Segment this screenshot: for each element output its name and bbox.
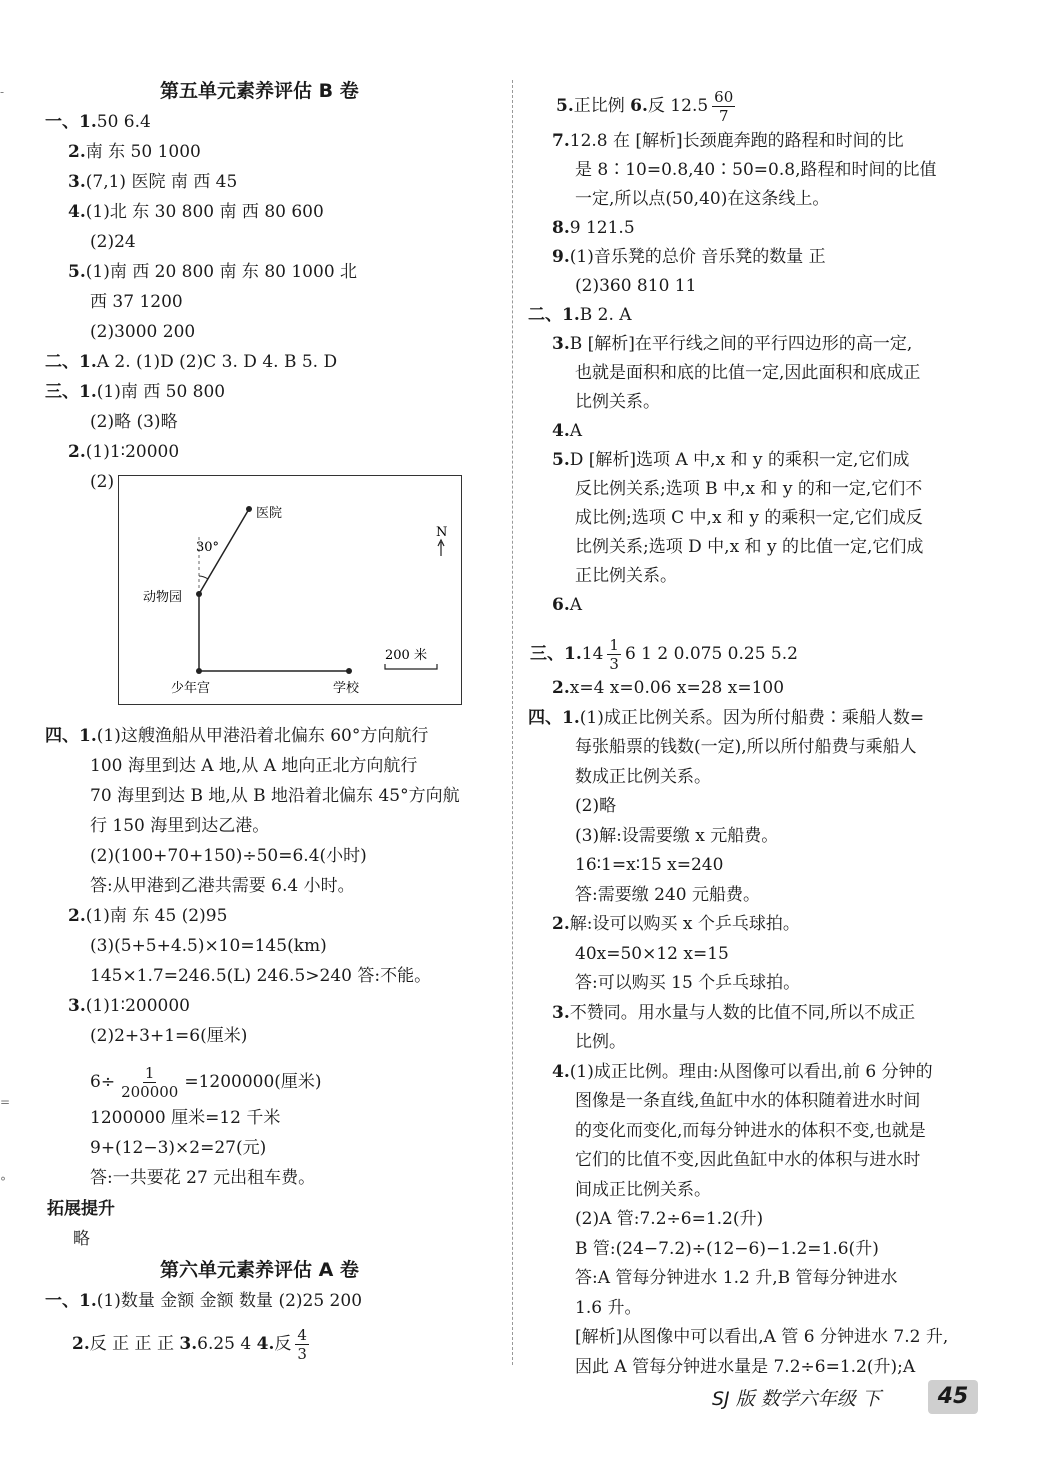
answer-line <box>575 536 923 558</box>
answer-line <box>552 246 826 268</box>
item-label: 4. <box>552 1061 570 1082</box>
answer-line <box>45 1290 362 1312</box>
frac-den: 200000 <box>121 1083 179 1101</box>
footer-text: SJ 版 数学六年级 下 <box>712 1388 881 1410</box>
item-text: 的变化而变化,而每分钟进水的体积不变,也就是 <box>575 1120 926 1141</box>
answer-line <box>575 1238 879 1260</box>
answer-line <box>90 231 136 253</box>
item-text: 成比例;选项 C 中,x 和 y 的乘积一定,它们成反 <box>575 508 923 528</box>
answer-line <box>90 411 178 433</box>
answer-line <box>575 1297 641 1319</box>
answer-line <box>528 304 632 326</box>
answer-line <box>90 1137 266 1159</box>
answer-line <box>90 291 183 313</box>
item-label: 7. <box>552 131 570 151</box>
item-text: D [解析]选项 A 中,x 和 y 的乘积一定,它们成 <box>569 450 910 470</box>
item-text: (2)360 810 11 <box>575 276 697 296</box>
answer-line <box>90 755 417 777</box>
page-number: 45 <box>928 1380 978 1414</box>
item-label: 2. <box>72 1334 90 1354</box>
item-text: 答:可以购买 15 个乒乓球拍。 <box>575 973 801 993</box>
extension-text: 略 <box>73 1229 90 1249</box>
fraction <box>119 1064 180 1101</box>
item-text: 正比例 <box>573 96 631 116</box>
answer-line <box>90 815 269 837</box>
item-text: 是 8∶10=0.8,40∶50=0.8,路程和时间的比值 <box>575 160 937 180</box>
frac-den: 3 <box>609 655 619 673</box>
answer-line <box>552 420 582 442</box>
answer-line <box>68 171 237 193</box>
item-text: 图像是一条直线,鱼缸中水的体积随着进水时间 <box>575 1091 921 1111</box>
item-text: 14 <box>581 644 604 664</box>
item-text: 数成正比例关系。 <box>575 766 711 787</box>
item-text: (1)音乐凳的总价 音乐凳的数量 正 <box>569 247 826 267</box>
item-label: 2. <box>68 442 86 462</box>
item-text: 每张船票的钱数(一定),所以所付船费与乘船人 <box>575 737 917 757</box>
answer-line <box>575 1326 948 1348</box>
answer-line <box>528 707 924 729</box>
answer-line <box>575 1120 926 1142</box>
angle-label: 30° <box>196 540 220 555</box>
item-label: 二、1. <box>45 352 97 372</box>
answer-line <box>68 261 357 283</box>
answer-line <box>575 1208 763 1230</box>
item-text: (1)南 西 20 800 南 东 80 1000 北 <box>85 262 358 282</box>
answer-line <box>552 594 582 616</box>
item-label: 8. <box>552 218 570 238</box>
answer-line <box>575 1149 920 1171</box>
item-text: (2)略 (3)略 <box>90 412 178 432</box>
item-text: 反 <box>274 1334 292 1354</box>
item-text: (1)这艘渔船从甲港沿着北偏东 60°方向航行 <box>96 726 429 746</box>
answer-line <box>90 965 431 987</box>
answer-line <box>68 441 179 463</box>
item-label: 一、1. <box>45 112 97 132</box>
answer-line <box>90 785 460 807</box>
frac-den: 7 <box>718 107 729 125</box>
item-text: (1)数量 金额 金额 数量 (2)25 200 <box>96 1291 363 1311</box>
answer-line <box>530 636 798 673</box>
item-text: 南 东 50 1000 <box>85 142 201 162</box>
answer-line <box>552 217 635 239</box>
school-point <box>346 668 352 674</box>
answer-line <box>552 1002 915 1024</box>
item-text: 1200000 厘米=12 千米 <box>90 1108 281 1128</box>
item-label: 3. <box>68 996 86 1016</box>
answer-line <box>575 943 729 965</box>
item-label: 6. <box>552 595 570 615</box>
item-text: 也就是面积和底的比值一定,因此面积和底成正 <box>575 363 921 383</box>
item-label: 三、1. <box>45 382 97 402</box>
answer-line <box>552 677 784 699</box>
answer-line <box>575 766 711 788</box>
answer-line <box>552 913 800 935</box>
item-text: 答:从甲港到乙港共需要 6.4 小时。 <box>90 876 355 896</box>
answer-line <box>90 845 367 867</box>
answer-line <box>575 507 923 529</box>
frac-num: 1 <box>144 1064 155 1082</box>
item-text: (1)南 西 50 800 <box>96 382 226 402</box>
item-label: 3. <box>68 172 86 192</box>
answer-line <box>90 471 114 493</box>
answer-line <box>575 362 920 384</box>
item-text: (1)成正比例。理由:从图像可以看出,前 6 分钟的 <box>569 1061 933 1082</box>
item-text: B 2. A <box>579 305 632 325</box>
answer-line <box>552 333 912 355</box>
answer-line <box>90 875 355 897</box>
item-text: 正比例关系。 <box>575 566 677 586</box>
answer-line <box>575 825 778 847</box>
item-text: 145×1.7=246.5(L) 246.5>240 答:不能。 <box>90 966 432 986</box>
item-text: 9+(12−3)×2=27(元) <box>90 1138 267 1158</box>
map-figure <box>118 475 462 705</box>
answer-line <box>575 795 616 817</box>
item-text: (2)略 <box>575 796 617 816</box>
item-text: 比例。 <box>575 1032 626 1052</box>
answer-line <box>68 995 190 1017</box>
item-label: 四、1. <box>528 707 580 728</box>
edge-mark: - <box>0 85 5 99</box>
item-text: 一定,所以点(50,40)在这条线上。 <box>575 189 830 209</box>
frac-num: 4 <box>297 1326 307 1344</box>
item-text: 6 1 2 0.075 0.25 5.2 <box>624 644 798 664</box>
answer-line <box>575 1356 915 1378</box>
answer-line <box>45 351 337 373</box>
item-text: 因此 A 管每分钟进水量是 7.2÷6=1.2(升);A <box>575 1356 916 1377</box>
frac-den: 3 <box>297 1345 307 1363</box>
column-divider <box>512 80 513 1365</box>
answer-line <box>552 130 904 152</box>
answer-line <box>575 478 922 500</box>
item-text: (2) <box>90 472 115 492</box>
answer-line <box>575 972 800 994</box>
answer-line <box>575 854 723 876</box>
fraction <box>607 636 621 673</box>
item-text: 行 150 海里到达乙港。 <box>90 816 270 836</box>
frac-post: =1200000(厘米) <box>184 1072 322 1092</box>
section-title-unit6-a: 第六单元素养评估 A 卷 <box>160 1259 359 1281</box>
item-label: 四、1. <box>45 726 97 746</box>
item-label: 2. <box>552 914 570 934</box>
item-text: (2)(100+70+150)÷50=6.4(小时) <box>90 846 367 866</box>
item-text: (1)成正比例关系。因为所付船费∶乘船人数= <box>579 707 925 728</box>
item-label: 9. <box>552 247 570 267</box>
map-svg <box>119 476 461 704</box>
edge-mark: ° <box>0 1175 6 1189</box>
item-label: 三、1. <box>530 644 582 664</box>
item-text: (2)3000 200 <box>90 322 196 342</box>
item-text: [解析]从图像中可以看出,A 管 6 分钟进水 7.2 升, <box>575 1327 949 1347</box>
item-label: 5. <box>556 96 574 116</box>
frac-num: 1 <box>609 636 619 654</box>
answer-line <box>575 1090 920 1112</box>
answer-line <box>72 1326 313 1363</box>
item-text: 间成正比例关系。 <box>575 1179 711 1200</box>
item-text: 70 海里到达 B 地,从 B 地沿着北偏东 45°方向航 <box>90 786 460 806</box>
answer-line <box>90 935 327 957</box>
answer-line <box>575 565 677 587</box>
item-text: 反 正 正 正 <box>89 1334 180 1354</box>
section-title-unit5-b: 第五单元素养评估 B 卷 <box>160 80 359 102</box>
answer-line <box>90 1107 280 1129</box>
item-text: A <box>569 421 583 441</box>
answer-line <box>45 111 151 133</box>
frac-line <box>90 1064 322 1101</box>
item-text: 答:A 管每分钟进水 1.2 升,B 管每分钟进水 <box>575 1268 898 1288</box>
zoo-point <box>196 591 202 597</box>
item-text: 40x=50×12 x=15 <box>575 943 729 964</box>
item-text: (3)(5+5+4.5)×10=145(km) <box>90 936 327 956</box>
answer-line <box>90 321 195 343</box>
item-text: 6.25 4 <box>197 1334 257 1354</box>
hospital-label: 医院 <box>256 506 283 521</box>
item-label: 5. <box>552 450 570 470</box>
palace-point <box>196 668 202 674</box>
item-label: 4. <box>256 1334 275 1354</box>
scale-label: 200 米 <box>385 648 427 663</box>
item-text: 100 海里到达 A 地,从 A 地向正北方向航行 <box>90 756 418 776</box>
scale-bar <box>385 664 437 669</box>
answer-line <box>575 1031 626 1053</box>
item-text: (3)解:设需要缴 x 元船费。 <box>575 825 779 846</box>
answer-line <box>90 1025 247 1047</box>
answer-line <box>575 736 917 758</box>
item-text: 反比例关系;选项 B 中,x 和 y 的和一定,它们不 <box>575 479 923 499</box>
answer-line <box>90 1167 315 1189</box>
item-label: 一、1. <box>45 1291 97 1311</box>
item-label: 2. <box>552 678 570 698</box>
item-text: (1)北 东 30 800 南 西 80 600 <box>85 202 324 222</box>
item-text: 它们的比值不变,因此鱼缸中水的体积与进水时 <box>575 1150 921 1170</box>
item-text: 西 37 1200 <box>90 292 183 312</box>
item-text: B [解析]在平行线之间的平行四边形的高一定, <box>569 334 913 354</box>
answer-line <box>68 141 201 163</box>
item-text: 比例关系。 <box>575 392 660 412</box>
item-label: 2. <box>68 142 86 162</box>
zoo-label: 动物园 <box>143 590 183 605</box>
item-text: 答:一共要花 27 元出租车费。 <box>90 1168 316 1188</box>
item-text: x=4 x=0.06 x=28 x=100 <box>569 678 785 698</box>
item-label: 3. <box>552 1002 570 1023</box>
item-text: (7,1) 医院 南 西 45 <box>85 172 238 192</box>
item-text: 9 121.5 <box>569 218 635 238</box>
item-label: 2. <box>68 906 86 926</box>
frac-pre: 6÷ <box>90 1072 116 1092</box>
hospital-point <box>246 506 252 512</box>
item-text: 解:设可以购买 x 个乒乓球拍。 <box>569 914 800 934</box>
item-text: (2)24 <box>90 232 136 252</box>
answer-line <box>45 381 225 403</box>
answer-line <box>68 905 227 927</box>
answer-line <box>575 275 696 297</box>
edge-mark: = <box>0 1095 11 1109</box>
item-text: (2)A 管:7.2÷6=1.2(升) <box>575 1209 764 1229</box>
frac-num: 60 <box>714 88 734 106</box>
angle-arc <box>199 576 208 579</box>
school-label: 学校 <box>333 681 360 696</box>
extension-title: 拓展提升 <box>47 1199 115 1219</box>
palace-label: 少年宫 <box>171 681 211 696</box>
item-text: 12.8 在 [解析]长颈鹿奔跑的路程和时间的比 <box>569 131 904 151</box>
fraction <box>712 88 735 125</box>
answer-line <box>552 1061 933 1083</box>
item-text: B 管:(24−7.2)÷(12−6)−1.2=1.6(升) <box>575 1238 879 1259</box>
item-label: 5. <box>68 262 86 282</box>
item-label: 4. <box>552 421 570 441</box>
item-label: 6. <box>630 96 648 116</box>
fraction <box>295 1326 309 1363</box>
answer-line <box>575 159 936 181</box>
answer-line <box>45 725 428 747</box>
item-text: 答:需要缴 240 元船费。 <box>575 884 760 905</box>
item-label: 3. <box>179 1334 198 1354</box>
answer-line <box>575 1267 898 1289</box>
item-text: (1)1∶200000 <box>85 996 190 1016</box>
item-text: (1)南 东 45 (2)95 <box>85 906 228 926</box>
item-label: 二、1. <box>528 305 580 325</box>
answer-line <box>575 884 760 906</box>
item-text: 反 12.5 <box>647 96 709 116</box>
answer-line <box>575 1179 711 1201</box>
item-text: (1)1∶20000 <box>85 442 180 462</box>
answer-line <box>68 201 324 223</box>
answer-line <box>552 449 909 471</box>
north-label: N <box>436 525 448 540</box>
item-text: 1.6 升。 <box>575 1297 642 1318</box>
item-text: 不赞同。用水量与人数的比值不同,所以不成正 <box>569 1002 916 1023</box>
item-text: A <box>569 595 583 615</box>
answer-line <box>556 88 739 125</box>
item-text: 50 6.4 <box>96 112 151 132</box>
item-label: 3. <box>552 334 570 354</box>
item-text: (2)2+3+1=6(厘米) <box>90 1026 248 1046</box>
answer-line <box>575 391 660 413</box>
item-text: 比例关系;选项 D 中,x 和 y 的比值一定,它们成 <box>575 537 924 557</box>
answer-line <box>575 188 829 210</box>
item-label: 4. <box>68 202 86 222</box>
item-text: 16∶1=x∶15 x=240 <box>575 855 724 875</box>
item-text: A 2. (1)D (2)C 3. D 4. B 5. D <box>96 352 338 372</box>
